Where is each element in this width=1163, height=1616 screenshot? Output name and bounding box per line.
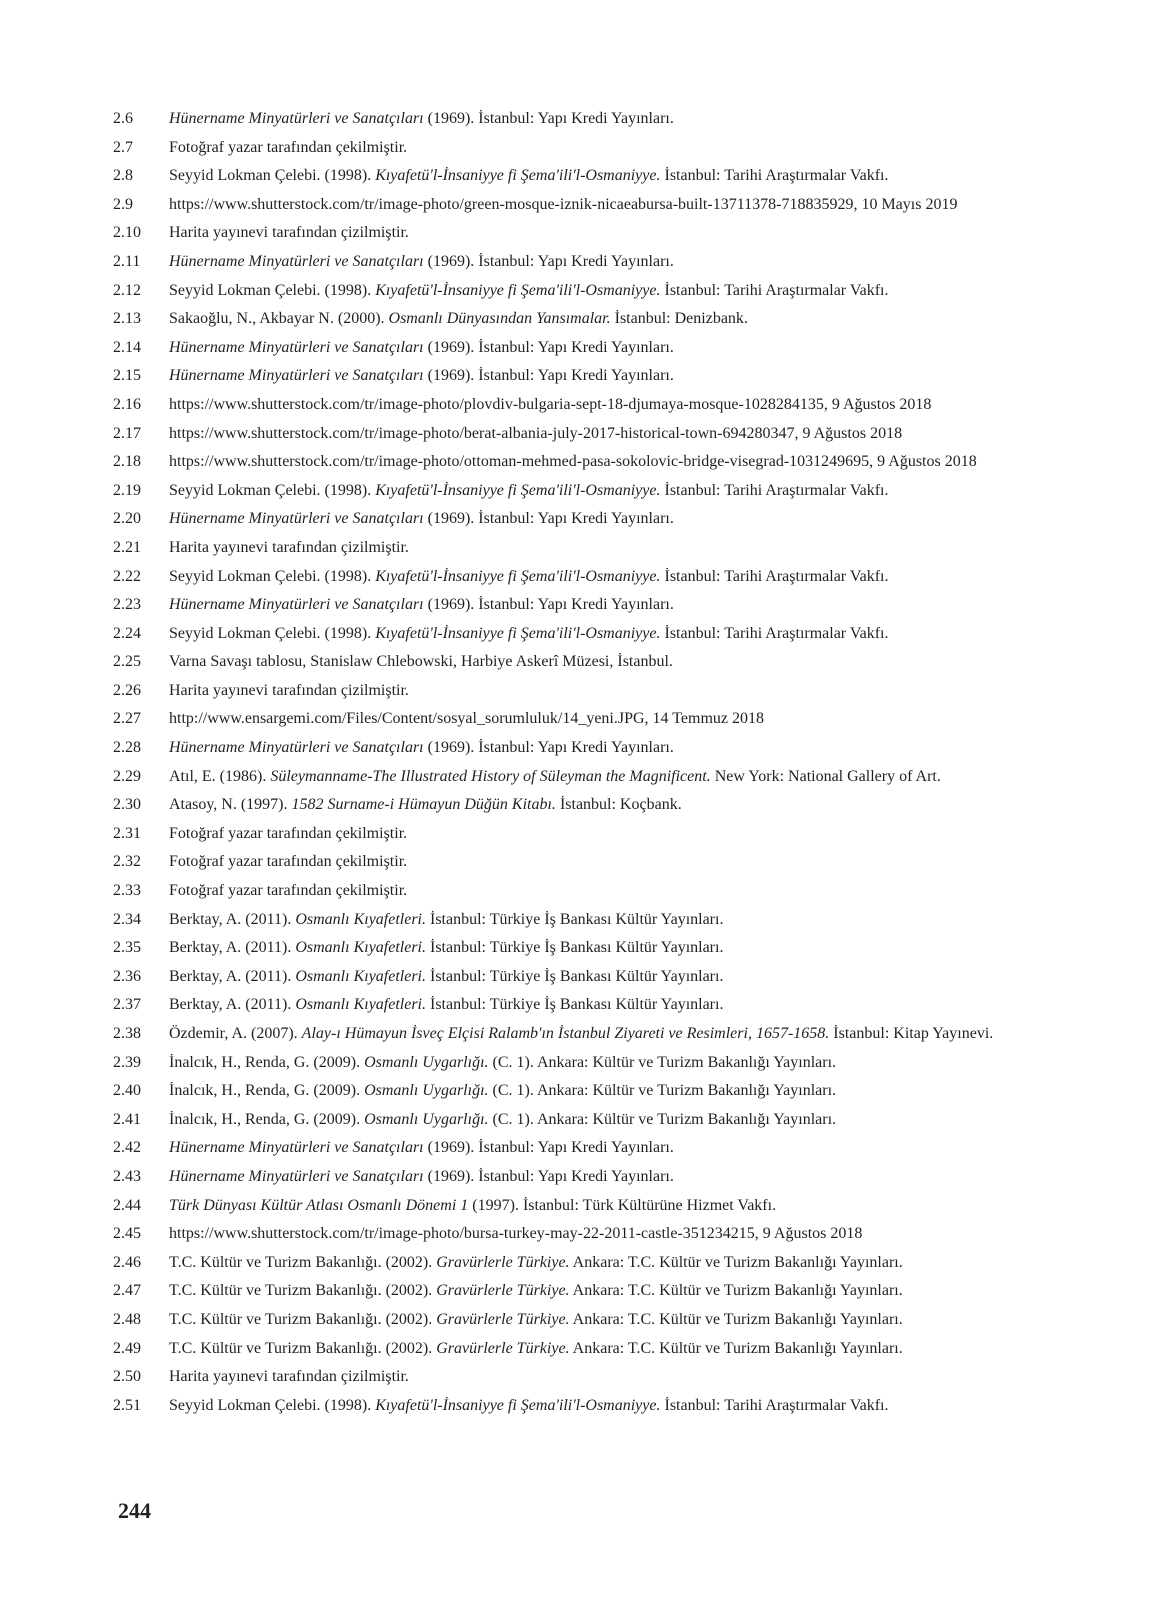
reference-item: [113, 1336, 1048, 1362]
reference-number: 2.22: [113, 567, 141, 585]
reference-number: 2.7: [113, 138, 133, 156]
reference-number: 2.14: [113, 338, 141, 356]
reference-number: 2.36: [113, 967, 141, 985]
reference-segment: T.C. Kültür ve Turizm Bakanlığı. (2002).: [169, 1253, 437, 1271]
reference-title: Hünername Minyatürleri ve Sanatçıları: [169, 367, 424, 385]
reference-text: [169, 392, 1048, 418]
reference-segment: Sakaoğlu, N., Akbayar N. (2000).: [169, 310, 389, 328]
reference-item: [113, 1107, 1048, 1133]
reference-segment: Varna Savaşı tablosu, Stanislaw Chlebowski, Harbiye Askerî Müzesi, İstanbul.: [169, 653, 673, 671]
reference-number: 2.17: [113, 424, 141, 442]
reference-item: [113, 1393, 1048, 1419]
reference-item: [113, 678, 1048, 704]
reference-number: 2.21: [113, 538, 141, 556]
reference-number: 2.41: [113, 1110, 141, 1128]
page-number: 244: [118, 1498, 151, 1523]
reference-text: [169, 592, 1048, 618]
reference-item: [113, 592, 1048, 618]
reference-title: Kıyafetü'l-İnsaniyye fi Şema'ili'l-Osmaniyye.: [375, 481, 661, 499]
reference-segment: Seyyid Lokman Çelebi. (1998).: [169, 1396, 376, 1414]
reference-segment: Berktay, A. (2011).: [169, 996, 296, 1014]
reference-number: 2.20: [113, 510, 141, 528]
reference-text: [169, 192, 1048, 218]
reference-number: 2.27: [113, 710, 141, 728]
reference-segment: (1969). İstanbul: Yapı Kredi Yayınları.: [423, 1139, 674, 1157]
reference-text: [169, 649, 1048, 675]
reference-text: [169, 535, 1048, 561]
reference-text: [169, 992, 1048, 1018]
reference-segment: T.C. Kültür ve Turizm Bakanlığı. (2002).: [169, 1282, 437, 1300]
reference-text: [169, 706, 1048, 732]
reference-title: 1582 Surname-i Hümayun Düğün Kitabı.: [291, 796, 556, 814]
reference-title: Kıyafetü'l-İnsaniyye fi Şema'ili'l-Osmaniyye.: [375, 624, 661, 642]
reference-number: 2.11: [113, 252, 141, 270]
reference-item: [113, 363, 1048, 389]
reference-number: 2.25: [113, 653, 141, 671]
reference-text: [169, 1221, 1048, 1247]
reference-segment: İstanbul: Türkiye İş Bankası Kültür Yayınları.: [426, 910, 724, 928]
reference-text: [169, 1393, 1048, 1419]
reference-item: [113, 220, 1048, 246]
reference-item: [113, 1078, 1048, 1104]
reference-text: [169, 621, 1048, 647]
reference-segment: http://www.ensargemi.com/Files/Content/sosyal_sorumluluk/14_yeni.JPG, 14 Temmuz 2018: [169, 710, 764, 728]
reference-item: [113, 1221, 1048, 1247]
reference-title: Kıyafetü'l-İnsaniyye fi Şema'ili'l-Osmaniyye.: [375, 1396, 661, 1414]
reference-item: [113, 992, 1048, 1018]
reference-text: [169, 964, 1048, 990]
reference-item: [113, 478, 1048, 504]
reference-number: 2.29: [113, 767, 141, 785]
reference-item: [113, 1135, 1048, 1161]
reference-segment: (1969). İstanbul: Yapı Kredi Yayınları.: [423, 510, 674, 528]
reference-item: [113, 1250, 1048, 1276]
reference-item: [113, 1307, 1048, 1333]
reference-number: 2.8: [113, 167, 133, 185]
reference-title: Gravürlerle Türkiye.: [436, 1339, 570, 1357]
reference-text: [169, 1164, 1048, 1190]
reference-number: 2.37: [113, 996, 141, 1014]
reference-text: [169, 220, 1048, 246]
reference-number: 2.30: [113, 796, 141, 814]
reference-number: 2.28: [113, 739, 141, 757]
reference-title: Hünername Minyatürleri ve Sanatçıları: [169, 739, 424, 757]
reference-segment: İstanbul: Türkiye İş Bankası Kültür Yayınları.: [426, 996, 724, 1014]
reference-segment: Berktay, A. (2011).: [169, 967, 296, 985]
reference-item: [113, 421, 1048, 447]
reference-number: 2.19: [113, 481, 141, 499]
reference-number: 2.43: [113, 1167, 141, 1185]
reference-segment: T.C. Kültür ve Turizm Bakanlığı. (2002).: [169, 1339, 437, 1357]
reference-item: [113, 907, 1048, 933]
reference-item: [113, 392, 1048, 418]
reference-text: [169, 249, 1048, 275]
reference-text: [169, 278, 1048, 304]
reference-title: Gravürlerle Türkiye.: [436, 1310, 570, 1328]
reference-item: [113, 935, 1048, 961]
reference-item: [113, 192, 1048, 218]
reference-title: Süleymanname-The Illustrated History of Süleyman the Magnificent.: [270, 767, 711, 785]
reference-segment: İnalcık, H., Renda, G. (2009).: [169, 1082, 365, 1100]
reference-segment: Fotoğraf yazar tarafından çekilmiştir.: [169, 853, 408, 871]
reference-number: 2.44: [113, 1196, 141, 1214]
reference-number: 2.34: [113, 910, 141, 928]
reference-segment: Fotoğraf yazar tarafından çekilmiştir.: [169, 138, 408, 156]
reference-segment: Berktay, A. (2011).: [169, 939, 296, 957]
reference-title: Hünername Minyatürleri ve Sanatçıları: [169, 1139, 424, 1157]
reference-item: [113, 249, 1048, 275]
reference-number: 2.40: [113, 1082, 141, 1100]
reference-text: [169, 1364, 1048, 1390]
reference-number: 2.48: [113, 1310, 141, 1328]
reference-list: [113, 106, 1048, 1421]
reference-title: Hünername Minyatürleri ve Sanatçıları: [169, 510, 424, 528]
reference-number: 2.49: [113, 1339, 141, 1357]
reference-text: [169, 1278, 1048, 1304]
reference-title: Osmanlı Kıyafetleri.: [295, 996, 426, 1014]
reference-text: [169, 421, 1048, 447]
reference-text: [169, 821, 1048, 847]
reference-segment: İstanbul: Tarihi Araştırmalar Vakfı.: [660, 567, 889, 585]
reference-segment: https://www.shutterstock.com/tr/image-photo/green-mosque-iznik-nicaeabursa-built-13711378-718835929, 10 Mayıs 2019: [169, 195, 958, 213]
reference-segment: Ankara: T.C. Kültür ve Turizm Bakanlığı Yayınları.: [569, 1253, 903, 1271]
reference-segment: Berktay, A. (2011).: [169, 910, 296, 928]
reference-text: [169, 506, 1048, 532]
reference-item: [113, 735, 1048, 761]
reference-title: Osmanlı Kıyafetleri.: [295, 910, 426, 928]
reference-item: [113, 535, 1048, 561]
reference-segment: https://www.shutterstock.com/tr/image-photo/berat-albania-july-2017-historical-town-694280347, 9 Ağustos 2018: [169, 424, 903, 442]
reference-number: 2.23: [113, 596, 141, 614]
reference-segment: Fotoğraf yazar tarafından çekilmiştir.: [169, 882, 408, 900]
reference-title: Kıyafetü'l-İnsaniyye fi Şema'ili'l-Osmaniyye.: [375, 567, 661, 585]
reference-number: 2.46: [113, 1253, 141, 1271]
reference-number: 2.10: [113, 224, 141, 242]
reference-segment: (1969). İstanbul: Yapı Kredi Yayınları.: [423, 252, 674, 270]
reference-item: [113, 764, 1048, 790]
reference-text: [169, 907, 1048, 933]
reference-item: [113, 878, 1048, 904]
reference-title: Hünername Minyatürleri ve Sanatçıları: [169, 1167, 424, 1185]
reference-text: [169, 1107, 1048, 1133]
reference-text: [169, 1135, 1048, 1161]
reference-item: [113, 1164, 1048, 1190]
reference-segment: Seyyid Lokman Çelebi. (1998).: [169, 281, 376, 299]
reference-text: [169, 135, 1048, 161]
reference-item: [113, 506, 1048, 532]
reference-segment: İstanbul: Denizbank.: [610, 310, 748, 328]
reference-text: [169, 449, 1048, 475]
reference-segment: (1969). İstanbul: Yapı Kredi Yayınları.: [423, 367, 674, 385]
reference-item: [113, 335, 1048, 361]
reference-text: [169, 564, 1048, 590]
reference-item: [113, 621, 1048, 647]
reference-item: [113, 1021, 1048, 1047]
reference-number: 2.18: [113, 453, 141, 471]
reference-number: 2.31: [113, 824, 141, 842]
reference-title: Osmanlı Kıyafetleri.: [295, 939, 426, 957]
reference-segment: (C. 1). Ankara: Kültür ve Turizm Bakanlığı Yayınları.: [488, 1053, 837, 1071]
reference-text: [169, 1307, 1048, 1333]
reference-segment: Harita yayınevi tarafından çizilmiştir.: [169, 224, 409, 242]
reference-text: [169, 1078, 1048, 1104]
reference-segment: İstanbul: Türkiye İş Bankası Kültür Yayınları.: [426, 939, 724, 957]
reference-title: Hünername Minyatürleri ve Sanatçıları: [169, 252, 424, 270]
reference-segment: Atıl, E. (1986).: [169, 767, 271, 785]
reference-number: 2.9: [113, 195, 133, 213]
reference-text: [169, 792, 1048, 818]
reference-segment: Harita yayınevi tarafından çizilmiştir.: [169, 681, 409, 699]
reference-text: [169, 764, 1048, 790]
reference-number: 2.50: [113, 1368, 141, 1386]
reference-title: Hünername Minyatürleri ve Sanatçıları: [169, 338, 424, 356]
reference-text: [169, 363, 1048, 389]
reference-text: [169, 1250, 1048, 1276]
reference-title: Alay-ı Hümayun İsveç Elçisi Ralamb'ın İstanbul Ziyareti ve Resimleri, 1657-1658.: [301, 1025, 830, 1042]
reference-segment: İnalcık, H., Renda, G. (2009).: [169, 1053, 365, 1071]
reference-segment: T.C. Kültür ve Turizm Bakanlığı. (2002).: [169, 1310, 437, 1328]
reference-segment: Atasoy, N. (1997).: [169, 796, 292, 814]
reference-item: [113, 849, 1048, 875]
reference-segment: (1997). İstanbul: Türk Kültürüne Hizmet Vakfı.: [468, 1196, 777, 1214]
reference-title: Kıyafetü'l-İnsaniyye fi Şema'ili'l-Osmaniyye.: [375, 167, 661, 185]
reference-item: [113, 306, 1048, 332]
reference-segment: Ankara: T.C. Kültür ve Turizm Bakanlığı Yayınları.: [569, 1310, 903, 1328]
reference-title: Osmanlı Uygarlığı.: [364, 1082, 489, 1100]
reference-item: [113, 564, 1048, 590]
reference-number: 2.26: [113, 681, 141, 699]
reference-number: 2.33: [113, 882, 141, 900]
reference-number: 2.16: [113, 395, 141, 413]
reference-text: [169, 478, 1048, 504]
reference-segment: İstanbul: Tarihi Araştırmalar Vakfı.: [660, 624, 889, 642]
reference-text: [169, 106, 1048, 132]
reference-segment: Seyyid Lokman Çelebi. (1998).: [169, 624, 376, 642]
reference-number: 2.39: [113, 1053, 141, 1071]
reference-title: Hünername Minyatürleri ve Sanatçıları: [169, 110, 424, 127]
reference-text: [169, 678, 1048, 704]
reference-number: 2.47: [113, 1282, 141, 1300]
reference-item: [113, 449, 1048, 475]
reference-item: [113, 278, 1048, 304]
reference-item: [113, 1050, 1048, 1076]
reference-item: [113, 1193, 1048, 1219]
reference-title: Hünername Minyatürleri ve Sanatçıları: [169, 596, 424, 614]
reference-title: Osmanlı Dünyasından Yansımalar.: [388, 310, 611, 328]
reference-item: [113, 1364, 1048, 1390]
reference-segment: İstanbul: Tarihi Araştırmalar Vakfı.: [660, 167, 889, 185]
reference-segment: İstanbul: Tarihi Araştırmalar Vakfı.: [660, 281, 889, 299]
reference-segment: Ankara: T.C. Kültür ve Turizm Bakanlığı Yayınları.: [569, 1339, 903, 1357]
reference-segment: İstanbul: Tarihi Araştırmalar Vakfı.: [660, 481, 889, 499]
reference-segment: New York: National Gallery of Art.: [710, 767, 941, 785]
reference-segment: Fotoğraf yazar tarafından çekilmiştir.: [169, 824, 408, 842]
reference-text: [169, 849, 1048, 875]
reference-number: 2.38: [113, 1025, 141, 1042]
reference-number: 2.51: [113, 1396, 141, 1414]
reference-segment: (1969). İstanbul: Yapı Kredi Yayınları.: [423, 110, 674, 127]
reference-segment: https://www.shutterstock.com/tr/image-photo/plovdiv-bulgaria-sept-18-djumaya-mosque-1028284135, 9 Ağustos 2018: [169, 395, 932, 413]
reference-item: [113, 163, 1048, 189]
reference-number: 2.35: [113, 939, 141, 957]
reference-item: [113, 706, 1048, 732]
reference-item: [113, 135, 1048, 161]
reference-segment: (1969). İstanbul: Yapı Kredi Yayınları.: [423, 739, 674, 757]
reference-number: 2.15: [113, 367, 141, 385]
reference-text: [169, 1193, 1048, 1219]
reference-segment: Özdemir, A. (2007).: [169, 1025, 302, 1042]
reference-text: [169, 1021, 1048, 1047]
reference-item: [113, 649, 1048, 675]
reference-text: [169, 306, 1048, 332]
reference-segment: Harita yayınevi tarafından çizilmiştir.: [169, 538, 409, 556]
reference-number: 2.32: [113, 853, 141, 871]
reference-segment: https://www.shutterstock.com/tr/image-photo/bursa-turkey-may-22-2011-castle-351234215, 9 Ağustos 2018: [169, 1225, 863, 1243]
reference-number: 2.45: [113, 1225, 141, 1243]
reference-text: [169, 878, 1048, 904]
reference-title: Osmanlı Uygarlığı.: [364, 1110, 489, 1128]
reference-item: [113, 964, 1048, 990]
reference-segment: Seyyid Lokman Çelebi. (1998).: [169, 481, 376, 499]
reference-text: [169, 1050, 1048, 1076]
reference-segment: İstanbul: Tarihi Araştırmalar Vakfı.: [660, 1396, 889, 1414]
reference-segment: İnalcık, H., Renda, G. (2009).: [169, 1110, 365, 1128]
reference-segment: (1969). İstanbul: Yapı Kredi Yayınları.: [423, 1167, 674, 1185]
reference-segment: https://www.shutterstock.com/tr/image-photo/ottoman-mehmed-pasa-sokolovic-bridge-visegrad-1031249695, 9 Ağustos 2018: [169, 453, 977, 471]
reference-item: [113, 792, 1048, 818]
reference-segment: (1969). İstanbul: Yapı Kredi Yayınları.: [423, 596, 674, 614]
reference-text: [169, 935, 1048, 961]
reference-title: Kıyafetü'l-İnsaniyye fi Şema'ili'l-Osmaniyye.: [375, 281, 661, 299]
reference-segment: (C. 1). Ankara: Kültür ve Turizm Bakanlığı Yayınları.: [488, 1110, 837, 1128]
reference-item: [113, 821, 1048, 847]
reference-segment: (C. 1). Ankara: Kültür ve Turizm Bakanlığı Yayınları.: [488, 1082, 837, 1100]
reference-number: 2.24: [113, 624, 141, 642]
reference-segment: İstanbul: Türkiye İş Bankası Kültür Yayınları.: [426, 967, 724, 985]
reference-text: [169, 335, 1048, 361]
reference-segment: İstanbul: Koçbank.: [555, 796, 682, 814]
reference-number: 2.12: [113, 281, 141, 299]
reference-text: [169, 735, 1048, 761]
reference-number: 2.13: [113, 310, 141, 328]
reference-segment: Seyyid Lokman Çelebi. (1998).: [169, 567, 376, 585]
reference-segment: Ankara: T.C. Kültür ve Turizm Bakanlığı Yayınları.: [569, 1282, 903, 1300]
reference-text: [169, 1336, 1048, 1362]
reference-segment: (1969). İstanbul: Yapı Kredi Yayınları.: [423, 338, 674, 356]
reference-title: Osmanlı Kıyafetleri.: [295, 967, 426, 985]
reference-title: Türk Dünyası Kültür Atlası Osmanlı Dönemi 1: [169, 1196, 469, 1214]
reference-title: Gravürlerle Türkiye.: [436, 1282, 570, 1300]
reference-item: [113, 106, 1048, 132]
reference-item: [113, 1278, 1048, 1304]
reference-segment: İstanbul: Kitap Yayınevi.: [829, 1025, 994, 1042]
reference-number: 2.6: [113, 110, 133, 127]
reference-number: 2.42: [113, 1139, 141, 1157]
reference-text: [169, 163, 1048, 189]
reference-title: Gravürlerle Türkiye.: [436, 1253, 570, 1271]
reference-segment: Harita yayınevi tarafından çizilmiştir.: [169, 1368, 409, 1386]
reference-segment: Seyyid Lokman Çelebi. (1998).: [169, 167, 376, 185]
reference-title: Osmanlı Uygarlığı.: [364, 1053, 489, 1071]
